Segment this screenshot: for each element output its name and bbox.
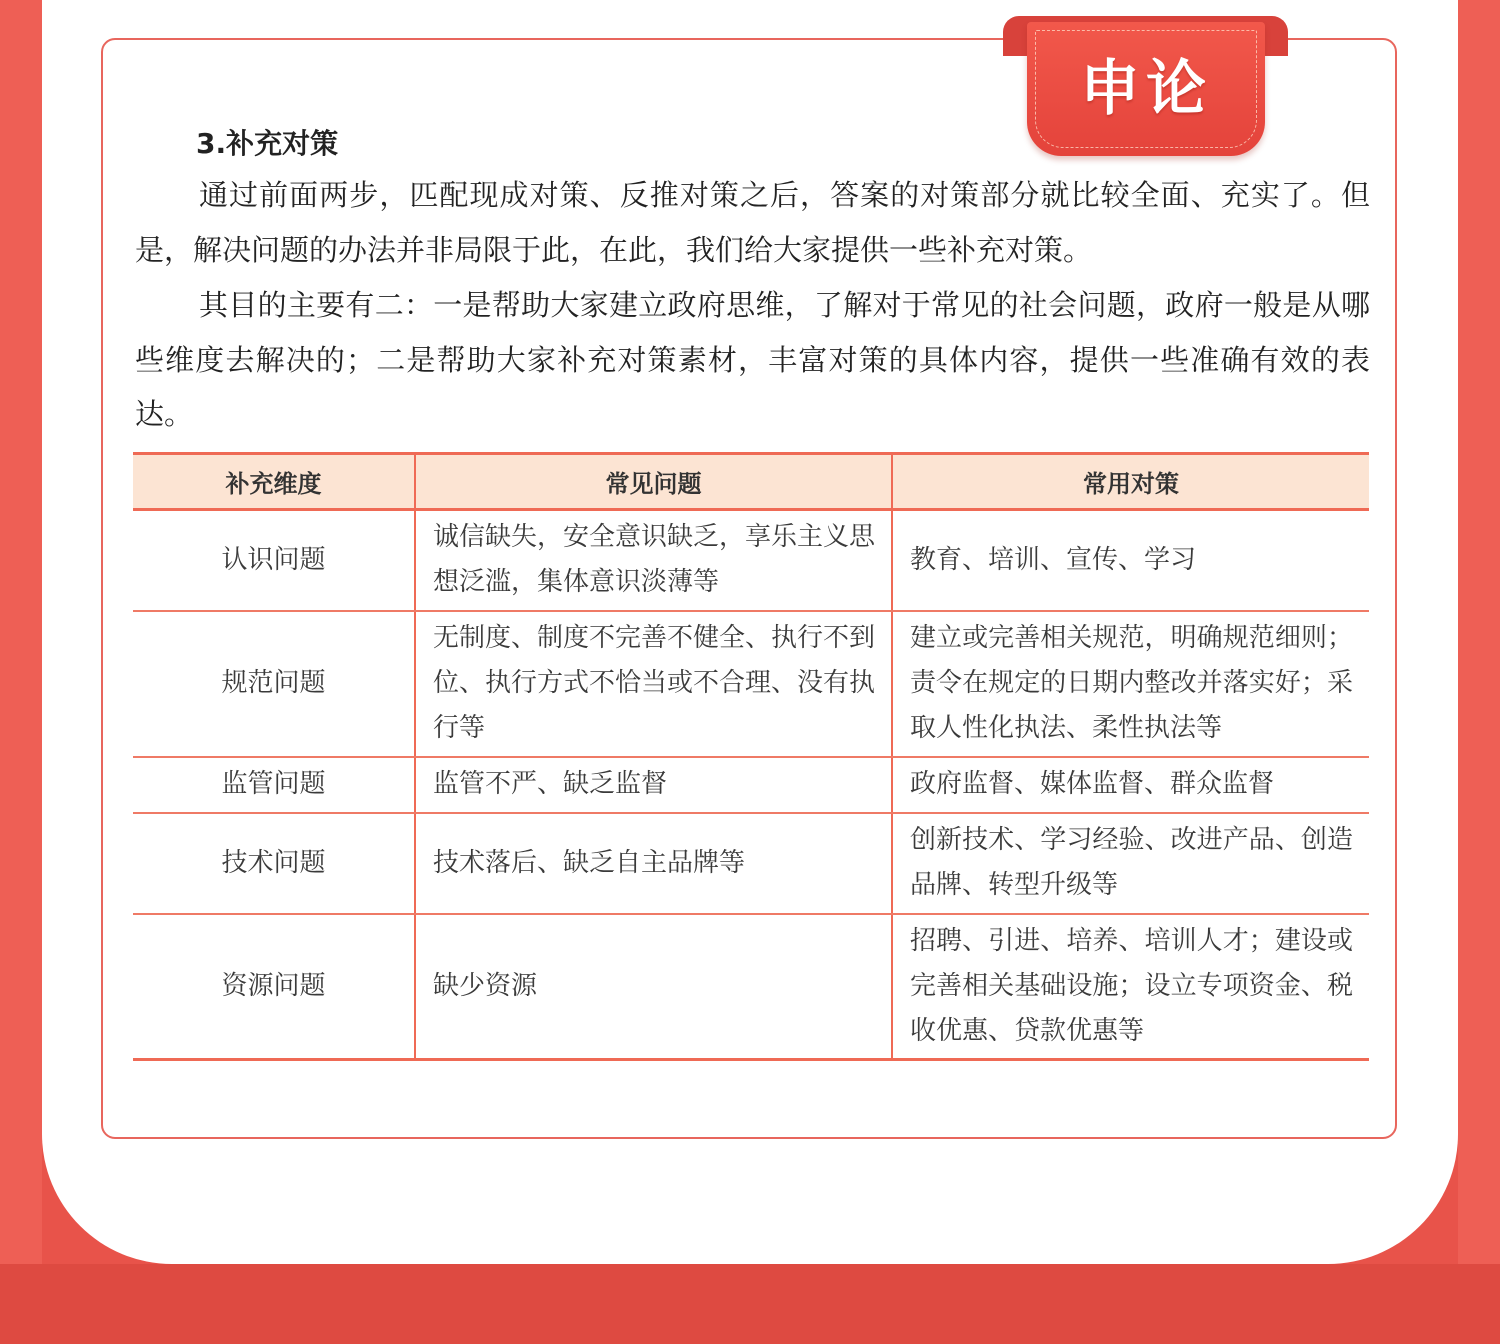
- cell-problems: 缺少资源: [415, 914, 892, 1060]
- cell-measures: 创新技术、学习经验、改进产品、创造品牌、转型升级等: [892, 813, 1369, 914]
- cell-measures: 政府监督、媒体监督、群众监督: [892, 757, 1369, 813]
- cell-measures: 教育、培训、宣传、学习: [892, 510, 1369, 611]
- cell-dimension: 监管问题: [133, 757, 415, 813]
- cell-measures: 招聘、引进、培养、培训人才；建设或完善相关基础设施；设立专项资金、税收优惠、贷款优惠等: [892, 914, 1369, 1060]
- section-title: 3.补充对策: [196, 127, 339, 160]
- table-row: [133, 757, 1369, 813]
- background-left-strip: [0, 0, 42, 1344]
- table-row: [133, 611, 1369, 757]
- cell-dimension: 认识问题: [133, 510, 415, 611]
- cell-dimension: 规范问题: [133, 611, 415, 757]
- header-dimension: 补充维度: [133, 454, 415, 510]
- header-measures: 常用对策: [892, 454, 1369, 510]
- table-row: [133, 813, 1369, 914]
- cell-problems: 无制度、制度不完善不健全、执行不到位、执行方式不恰当或不合理、没有执行等: [415, 611, 892, 757]
- cell-measures: 建立或完善相关规范，明确规范细则；责令在规定的日期内整改并落实好；采取人性化执法、柔性执法等: [892, 611, 1369, 757]
- table-row: [133, 510, 1369, 611]
- subject-badge: [1027, 22, 1265, 156]
- background-bottom-band: [0, 1264, 1500, 1344]
- cell-problems: 监管不严、缺乏监督: [415, 757, 892, 813]
- cell-problems: 技术落后、缺乏自主品牌等: [415, 813, 892, 914]
- background-right-strip: [1458, 0, 1500, 1344]
- table-header-row: [133, 454, 1369, 510]
- cell-problems: 诚信缺失，安全意识缺乏，享乐主义思想泛滥，集体意识淡薄等: [415, 510, 892, 611]
- cell-dimension: 资源问题: [133, 914, 415, 1060]
- countermeasure-table: [133, 452, 1369, 1061]
- header-problems: 常见问题: [415, 454, 892, 510]
- paragraph-1: 通过前面两步，匹配现成对策、反推对策之后，答案的对策部分就比较全面、充实了。但是，解决问题的办法并非局限于此，在此，我们给大家提供一些补充对策。: [135, 178, 1370, 267]
- badge-label: 申论: [1080, 54, 1212, 124]
- paragraph-2: 其目的主要有二：一是帮助大家建立政府思维，了解对于常见的社会问题，政府一般是从哪些维度去解决的；二是帮助大家补充对策素材，丰富对策的具体内容，提供一些准确有效的表达。: [135, 288, 1370, 431]
- cell-dimension: 技术问题: [133, 813, 415, 914]
- table-row: [133, 914, 1369, 1060]
